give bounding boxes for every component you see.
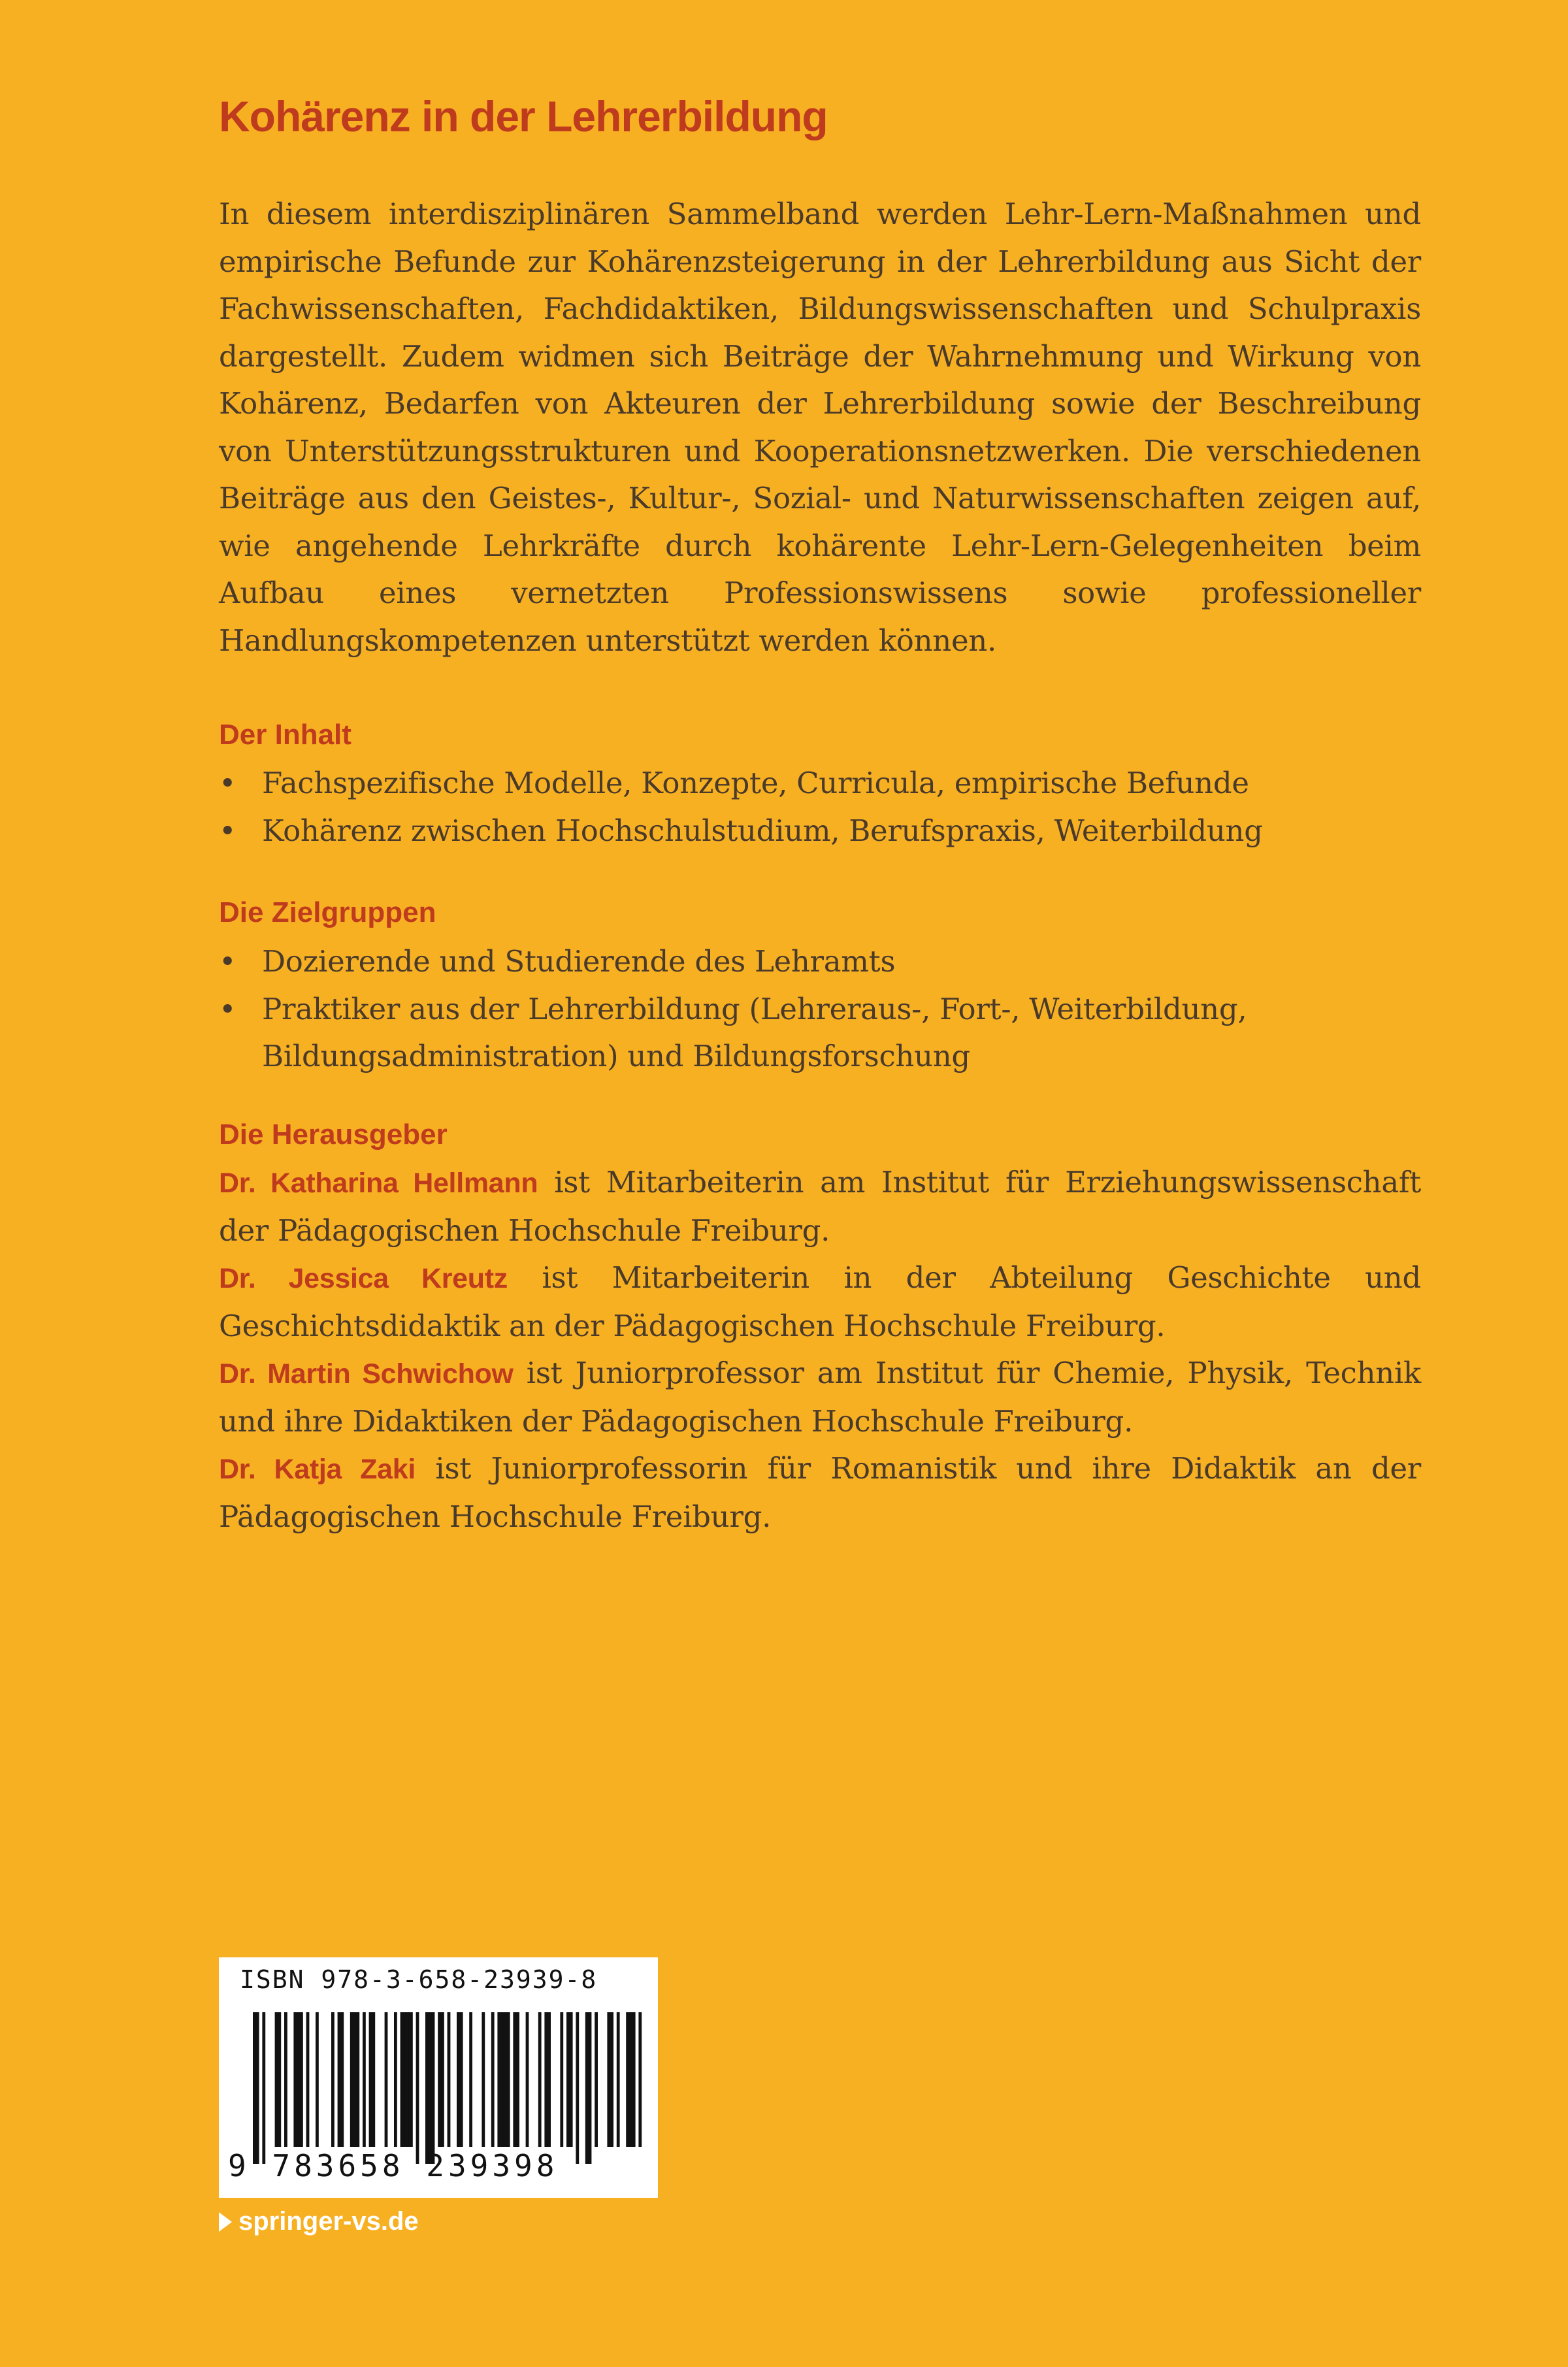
barcode-bar [253, 2012, 259, 2164]
editor-bio: ist Mitarbeiterin in der Abteilung Geschichte und Geschichtsdidaktik an der Pädagogischen Hochschule Freiburg. [219, 1260, 1421, 1343]
barcode-bar [262, 2012, 265, 2164]
barcode-bar [497, 2012, 510, 2147]
list-item: • Fachspezifische Modelle, Konzepte, Curricula, empirische Befunde [219, 760, 1421, 808]
zielgruppen-heading: Die Zielgruppen [219, 896, 436, 928]
barcode-bar [469, 2012, 472, 2147]
editor-bio: ist Juniorprofessor am Institut für Chemie, Physik, Technik und ihre Didaktiken der Pädagogischen Hochschule Freiburg. [219, 1356, 1422, 1439]
website-link[interactable] [219, 2207, 419, 2236]
list-item: • Praktiker aus der Lehrerbildung (Lehreraus-, Fort-, Weiterbildung, Bildungsadministration) und Bildungsforschung [219, 986, 1421, 1081]
barcode-bar [526, 2012, 529, 2147]
herausgeber-heading: Die Herausgeber [219, 1118, 448, 1151]
intro-paragraph: In diesem interdisziplinären Sammelband werden Lehr-Lern-Maßnahmen und empirische Befunde zur Kohärenzsteigerung in der Lehrerbildung aus Sicht der Fachwissenschaften, Fachdidaktiken, Bildungswissenschaften und Schulpraxis dargestellt. Zudem widmen sich Beiträge der Wahrnehmung und Wirkung von Kohärenz, Bedarfen von Akteuren der Lehrerbildung sowie der Beschreibung von Unterstützungsstrukturen und Kooperationsnetzwerken. Die verschiedenen Beiträge aus den Geistes-, Kultur-, Sozial- und Naturwissenschaften zeigen auf, wie angehende Lehrkräfte durch kohärente Lehr-Lern-Gelegenheiten beim Aufbau eines vernetzten Professionswissens sowie professioneller Handlungskompetenzen unterstützt werden können. [219, 197, 1421, 658]
barcode-digits: 9 783658 239398 [228, 2148, 559, 2183]
barcode-bar [638, 2012, 642, 2147]
arrow-right-icon [219, 2212, 232, 2232]
editors-list [219, 1159, 1421, 1541]
barcode-bar [448, 2012, 451, 2147]
editor-entry [219, 1350, 1421, 1445]
editor-name: Dr. Jessica Kreutz [219, 1263, 508, 1294]
barcode-bar [626, 2012, 635, 2147]
book-title: Kohärenz in der Lehrerbildung [219, 92, 828, 140]
website-label: springer-vs.de [238, 2207, 419, 2236]
barcode-bar [385, 2012, 388, 2147]
barcode-bar [585, 2012, 592, 2164]
barcode-bar [394, 2012, 397, 2147]
editor-entry [219, 1159, 1421, 1254]
zielgruppen-list [219, 938, 1421, 1081]
barcode-bar [306, 2012, 310, 2147]
barcode-bar [284, 2012, 287, 2147]
barcode-bar [607, 2012, 613, 2147]
editor-entry [219, 1254, 1421, 1350]
list-item: • Kohärenz zwischen Hochschulstudium, Berufspraxis, Weiterbildung [219, 808, 1421, 855]
barcode-bar [482, 2012, 485, 2147]
isbn-barcode-box [219, 1957, 658, 2198]
barcode-bar [293, 2012, 302, 2147]
editor-name: Dr. Katja Zaki [219, 1454, 416, 1485]
barcode-bar [544, 2012, 551, 2147]
barcode-bar [425, 2012, 434, 2164]
barcode-bar [560, 2012, 563, 2147]
editor-bio: ist Mitarbeiterin am Institut für Erziehungswissenschaft der Pädagogischen Hochschule Freiburg. [219, 1165, 1422, 1248]
isbn-label: ISBN 978-3-658-23939-8 [240, 1965, 598, 1994]
barcode-bar [438, 2012, 444, 2147]
barcode-bar [513, 2012, 519, 2147]
editor-name: Dr. Katharina Hellmann [219, 1167, 538, 1199]
barcode-bar [275, 2012, 282, 2147]
barcode-bar [538, 2012, 542, 2147]
barcode-bar [566, 2012, 573, 2147]
barcode-bar [457, 2012, 463, 2147]
barcode-bar [576, 2012, 579, 2164]
barcode-bar [316, 2012, 319, 2147]
barcode-bar [595, 2012, 598, 2147]
editor-name: Dr. Martin Schwichow [219, 1358, 514, 1390]
list-item: • Dozierende und Studierende des Lehramts [219, 938, 1421, 986]
barcode-bar [350, 2012, 359, 2147]
inhalt-heading: Der Inhalt [219, 719, 351, 751]
inhalt-list [219, 760, 1421, 855]
barcode-bar [363, 2012, 366, 2147]
editor-entry [219, 1445, 1421, 1541]
barcode-bar [416, 2012, 419, 2164]
barcode-bar [400, 2012, 413, 2147]
barcode-bar [369, 2012, 376, 2147]
barcode-bar [338, 2012, 344, 2147]
editor-bio: ist Juniorprofessorin für Romanistik und ihre Didaktik an der Pädagogischen Hochschule Freiburg. [219, 1451, 1422, 1534]
barcode-bar [331, 2012, 335, 2147]
barcode-bar [491, 2012, 495, 2147]
barcode-bar [617, 2012, 620, 2147]
